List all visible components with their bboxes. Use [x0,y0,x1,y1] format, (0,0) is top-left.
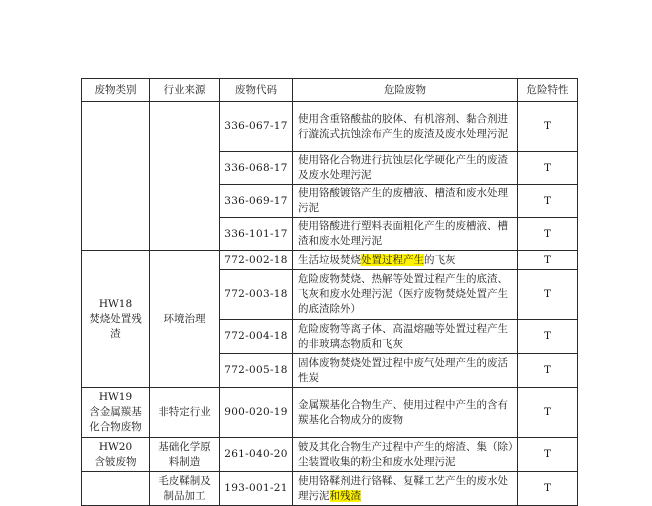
characteristic: T [518,152,578,185]
waste-description: 危险废物焚烧、热解等处置过程产生的底渣、飞灰和废水处理污泥（医疗废物焚烧处置产生的底渣除外） [293,270,518,320]
waste-description [293,251,518,270]
category-name: 含铍废物 [94,455,137,468]
highlighted-text: 处置过程产生 [361,253,424,266]
waste-code: 193-001-21 [220,472,293,506]
waste-description: 使用铬酸镀铬产生的废槽液、槽渣和废水处理污泥 [293,185,518,218]
characteristic: T [518,251,578,270]
waste-description: 危险废物等离子体、高温熔融等处置过程产生的非玻璃态物质和飞灰 [293,320,518,354]
table-row [82,472,578,506]
industry-name: 基础化学原 [158,440,211,453]
characteristic: T [518,185,578,218]
characteristic: T [518,388,578,438]
characteristic: T [518,102,578,152]
characteristic: T [518,438,578,472]
waste-description: 使用含重铬酸盐的胶体、有机溶剂、黏合剂进行漩流式抗蚀涂布产生的废渣及废水处理污泥 [293,102,518,152]
waste-description: 使用铬酸进行塑料表面粗化产生的废槽液、槽渣和废水处理污泥 [293,218,518,251]
waste-description [293,472,518,506]
waste-description: 使用铬化合物进行抗蚀层化学硬化产生的废渣及废水处理污泥 [293,152,518,185]
waste-code: 336-101-17 [220,218,293,251]
waste-code: 336-067-17 [220,102,293,152]
waste-description: 铍及其化合物生产过程中产生的熔渣、集（除）尘装置收集的粉尘和废水处理污泥 [293,438,518,472]
industry-name: 制品加工 [163,489,206,502]
table-header-row [82,79,578,102]
waste-code: 772-005-18 [220,354,293,388]
category-code: HW20 [98,440,133,453]
waste-code: 261-040-20 [220,438,293,472]
hazardous-waste-table [81,78,578,506]
category-code: HW18 [98,297,133,310]
waste-code: 772-003-18 [220,270,293,320]
category-hw19 [82,388,150,438]
waste-code: 900-020-19 [220,388,293,438]
header-code: 废物代码 [220,79,293,102]
characteristic: T [518,320,578,354]
characteristic: T [518,270,578,320]
industry-hw20 [150,438,220,472]
category-code: HW19 [98,391,133,403]
category-cell-continued [82,102,150,251]
category-hw18 [82,251,150,388]
header-hazardous-waste: 危险废物 [293,79,518,102]
category-hw20 [82,438,150,472]
waste-code: 336-068-17 [220,152,293,185]
waste-code: 336-069-17 [220,185,293,218]
waste-description: 固体废物焚烧处置过程中废气处理产生的废活性炭 [293,354,518,388]
desc-text: 生活垃圾焚烧 [298,253,361,266]
waste-code: 772-004-18 [220,320,293,354]
table-row [82,388,578,438]
header-category: 废物类别 [82,79,150,102]
characteristic: T [518,218,578,251]
desc-text: 使用铬鞣剂进行铬鞣、复鞣工艺产生的废水处理污泥 [298,474,508,502]
table-row [82,102,578,152]
industry-cell-continued [150,102,220,251]
desc-text: 的飞灰 [424,253,456,266]
header-industry: 行业来源 [150,79,220,102]
category-name: 焚烧处置残渣 [89,312,142,340]
table-row [82,438,578,472]
category-name: 含金属羰基 [89,406,142,418]
industry-hw19: 非特定行业 [150,388,220,438]
characteristic: T [518,354,578,388]
highlighted-text: 和残渣 [329,489,361,502]
industry-name: 料制造 [168,455,201,468]
table-row [82,251,578,270]
industry-hw18: 环境治理 [150,251,220,388]
characteristic: T [518,472,578,506]
waste-code: 772-002-18 [220,251,293,270]
category-name: 化合物废物 [89,421,142,433]
industry-hw21 [150,472,220,506]
waste-description: 金属羰基化合物生产、使用过程中产生的含有羰基化合物成分的废物 [293,388,518,438]
industry-name: 毛皮鞣制及 [158,474,211,487]
category-hw21 [82,472,150,506]
header-characteristic: 危险特性 [518,79,578,102]
